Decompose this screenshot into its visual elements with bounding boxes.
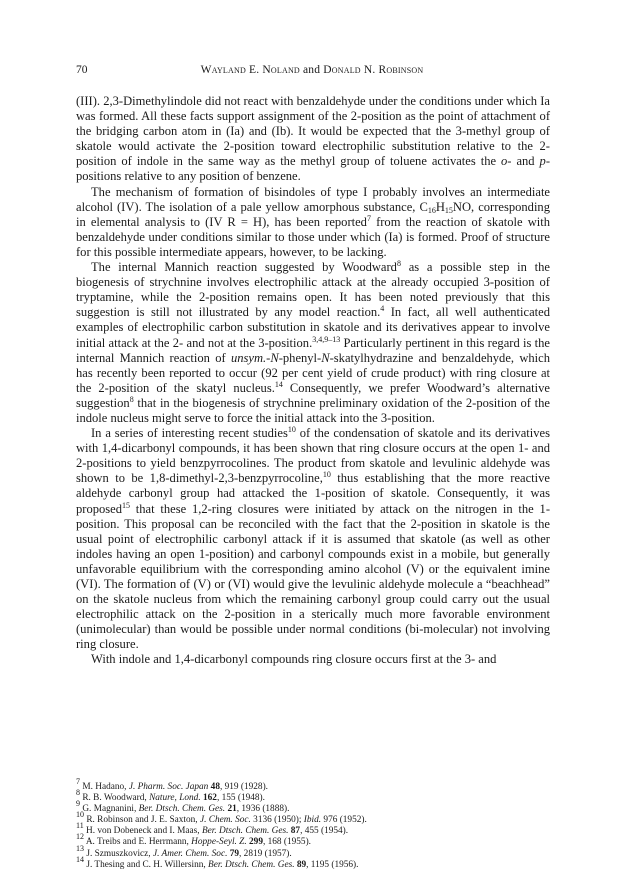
running-head: [76, 64, 548, 76]
author-first: Wayland E. Noland: [200, 64, 300, 76]
page-header: [76, 64, 548, 78]
reference-marker: 3,4,9–13: [312, 334, 341, 344]
footnote: $^{12}$ A. Treibs and E. Herrmann, Hoppe-Seyl. Z. 299, 168 (1955).: [76, 832, 311, 848]
page-number: 70: [76, 64, 88, 76]
reference-marker: 8: [129, 394, 134, 404]
reference-marker: 4: [380, 304, 385, 314]
footnote: $^8$ R. B. Woodward, Nature, Lond. 162, 155 (1948).: [76, 788, 265, 804]
footnote: $^{11}$ H. von Dobeneck and I. Maas, Ber. Dtsch. Chem. Ges. 87, 455 (1954).: [76, 821, 349, 837]
footnote: $^7$ M. Hadano, J. Pharm. Soc. Japan 48, 919 (1928).: [76, 777, 268, 792]
footnotes: [76, 777, 550, 871]
reference-marker: 10: [322, 470, 331, 480]
reference-marker: 10: [287, 425, 296, 435]
footnote: $^9$ G. Magnanini, Ber. Dtsch. Chem. Ges. 21, 1936 (1888).: [76, 799, 290, 815]
reference-marker: 7: [366, 213, 371, 223]
paragraph-continuation: (III). 2,3-Dimethylindole did not react with benzaldehyde under the conditions under which Ia was formed. All these facts support assignment of the 2-position as the point of attachment of the bridging carbon atom in (Ia) and (Ib). It would be expected that the 3-methyl group of skatole would activate the 2-position toward electrophilic substitution relative to the 2-position of indole in the same way as the methyl group of toluene activates the o- and p-positions relative to any position of benzene.: [76, 94, 550, 184]
paragraph-indole: With indole and 1,4-dicarbonyl compounds ring closure occurs first at the 3- and: [91, 652, 497, 667]
reference-marker: 8: [396, 259, 401, 269]
body-text: [76, 94, 550, 668]
reference-marker: 14: [274, 379, 283, 389]
paragraph-condensation: In a series of interesting recent studies$^{10}$ of the condensation of skatole and its derivatives with 1,4-dicarbonyl compounds, it has been shown that ring closure occurs at the open 1- and 2-positions to yield benzpyrrocolines. The product from skatole and levulinic aldehyde was shown to be 1,8-dimethyl-2,3-benzpyrrocoline,$^{10}$ thus establishing that the more reactive aldehyde carbonyl group had attacked the 1-position of skatole. Consequently, it was proposed$^{15}$ that these 1,2-ring closures were initiated by attack on the nitrogen in the 1-position. This proposal can be reconciled with the fact that the 2-position in skatole is the usual point of electrophilic carbonyl attack if it is assumed that skatole (as well as other indoles having an open 1-position) and carbonyl compounds exist in a mobile, but generally unfavorable equilibrium with the corresponding amino alcohol (V) or the equivalent imine (VI). The formation of (V) or (VI) would give the levulinic aldehyde molecule a “beachhead” on the skatole nucleus from which the remaining carbonyl group could carry out the usual electrophilic attack on the 2-position in a sterically much more favorable environment (unimolecular) than would be possible under normal conditions (bi-molecular) not involving ring closure.: [76, 425, 550, 652]
footnote: $^{10}$ R. Robinson and J. E. Saxton, J. Chem. Soc. 3136 (1950); Ibid. 976 (1952).: [76, 810, 367, 826]
paragraph-mannich: The internal Mannich reaction suggested by Woodward$^8$ as a possible step in the biogenesis of strychnine involves electrophilic attack at the already occupied 3-position of tryptamine, while the 2-position remains open. It has been noted previously that this suggestion is still not illustrated by any model reaction.$^4$ In fact, all well authenticated examples of electrophilic carbon substitution in skatole and its derivatives appear to involve initial attack at the 2- and not at the 3-position.$^{3,4,9-13}$ Particularly pertinent in this regard is the internal Mannich reaction of unsym.-N-phenyl-N-skatylhydrazine and benzaldehyde, which has recently been reported to occur (92 per cent yield of crude product) with ring closure at the 2-position of the skatyl nucleus.$^{14}$ Consequently, we prefer Woodward’s alternative suggestion$^8$ that in the biogenesis of strychnine preliminary oxidation of the 2-position of the indole nucleus might serve to force the initial attack into the 3-position.: [76, 259, 550, 425]
reference-marker: 15: [122, 500, 130, 510]
footnote: $^{14}$ J. Thesing and C. H. Willersinn, Ber. Dtsch. Chem. Ges. 89, 1195 (1956).: [76, 854, 359, 870]
footnote: $^{13}$ J. Szmuszkovicz, J. Amer. Chem. Soc. 79, 2819 (1957).: [76, 843, 292, 859]
author-second: Donald N. Robinson: [323, 64, 424, 76]
author-conjunction: and: [302, 64, 321, 76]
paragraph-mechanism: The mechanism of formation of bisindoles of type I probably involves an intermediate alcohol (IV). The isolation of a pale yellow amorphous substance, $C_{16}H_{15}NO$, corresponding in elemental analysis to (IV R = H), has been reported$^7$ from the reaction of skatole with benzaldehyde under conditions similar to those under which (Ia) is formed. Proof of structure for this possible intermediate appears, however, to be lacking.: [76, 184, 551, 259]
